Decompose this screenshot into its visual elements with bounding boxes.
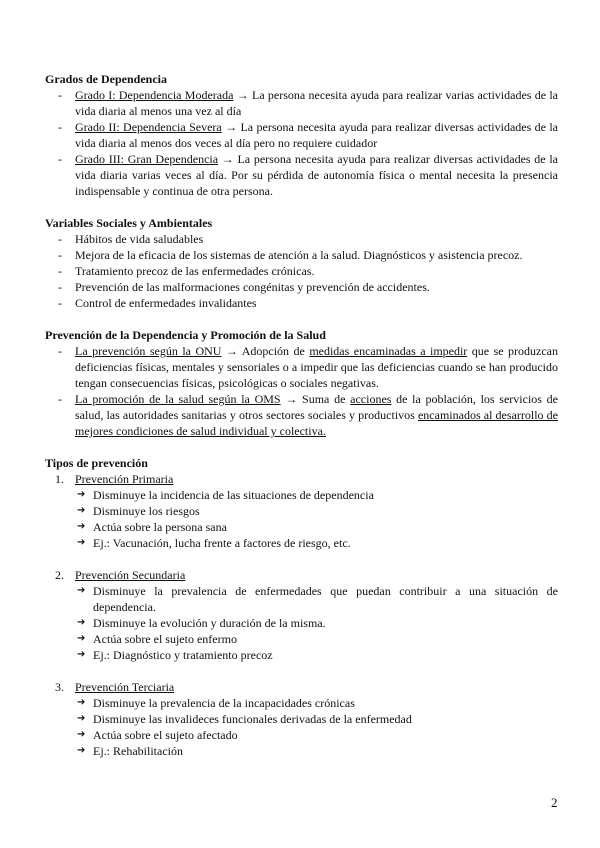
description: → La persona necesita ayuda para realizar varias actividades de la vida diaria al menos una vez al día [75,88,559,118]
prevention-type [45,567,558,663]
list-number: 1. [55,472,64,486]
text: de la población, los servicios de salud, las autoridades sanitarias y otros sectores sociales y productivos [75,392,558,422]
arrow-item: ➔ Actúa sobre el sujeto enfermo [75,631,558,647]
arrow-item: ➔ Disminuye los riesgos [75,503,558,519]
type-title: Prevención Secundaria [75,568,186,582]
term: Grado III: Gran Dependencia [75,152,219,166]
section-grados [45,71,558,199]
arrow-item: ➔ Ej.: Rehabilitación [75,743,558,759]
text: → Suma de [280,392,351,406]
list-item [45,119,558,151]
document-page [45,71,558,775]
prevention-type [45,679,558,759]
section-heading: Variables Sociales y Ambientales [45,216,213,230]
section-heading: Tipos de prevención [45,456,148,470]
term: Grado I: Dependencia Moderada [75,88,234,102]
emphasis: encaminados al desarrollo de mejores condiciones de salud individual y colectiva. [75,408,558,438]
list-item [45,87,558,119]
section-prevencion [45,327,558,439]
arrow-item: ➔ Disminuye la prevalencia de enfermedades que puedan contribuir a una situación de dependencia. [75,583,558,615]
term: La prevención según la ONU [75,344,222,358]
prevention-type [45,471,558,551]
arrow-item: ➔ Disminuye la prevalencia de la incapacidades crónicas [75,695,558,711]
page-number: 2 [551,795,558,810]
arrow-item: ➔ Ej.: Vacunación, lucha frente a factores de riesgo, etc. [75,535,558,551]
arrow-item: ➔ Ej.: Diagnóstico y tratamiento precoz [75,647,558,663]
section-tipos [45,455,558,759]
type-title: Prevención Primaria [75,472,174,486]
emphasis: medidas encaminadas a impedir [309,344,468,358]
text: que se produzcan deficiencias físicas, mentales y sensoriales o a impedir que las deficiencias cuando se han producido tengan consecuencias físicas, psicológicas o sociales negativas. [75,344,558,390]
section-heading: Prevención de la Dependencia y Promoción de la Salud [45,328,326,342]
arrow-item: ➔ Disminuye la evolución y duración de la misma. [75,615,558,631]
section-variables [45,215,558,311]
description: → La persona necesita ayuda para realizar diversas actividades de la vida diaria varias veces al día. Por su pérdida de autonomía física o mental necesita la presencia indispensable y continua de otra persona. [75,152,559,198]
term: La promoción de la salud según la OMS [75,392,281,406]
term: Grado II: Dependencia Severa [75,120,222,134]
text: → Adopción de [221,344,310,358]
list-number: 3. [55,680,64,694]
list-item: - Prevención de las malformaciones congénitas y prevención de accidentes. [45,279,558,295]
list-item: - Mejora de la eficacia de los sistemas de atención a la salud. Diagnósticos y asistencia precoz. [45,247,558,263]
list-item: - Hábitos de vida saludables [45,231,558,247]
arrow-item: ➔ Disminuye las invalideces funcionales derivadas de la enfermedad [75,711,558,727]
list-item: - Tratamiento precoz de las enfermedades crónicas. [45,263,558,279]
list-item [45,391,558,439]
list-item: - Control de enfermedades invalidantes [45,295,558,311]
arrow-item: ➔ Actúa sobre el sujeto afectado [75,727,558,743]
description: → La persona necesita ayuda para realizar diversas actividades de la vida diaria al menos dos veces al día pero no requiere cuidador [75,120,558,150]
type-title: Prevención Terciaria [75,680,175,694]
section-heading: Grados de Dependencia [45,72,168,86]
list-item [45,343,558,391]
arrow-item: ➔ Disminuye la incidencia de las situaciones de dependencia [75,487,558,503]
emphasis: acciones [350,392,392,406]
list-number: 2. [55,568,64,582]
list-item [45,151,558,199]
arrow-item: ➔ Actúa sobre la persona sana [75,519,558,535]
